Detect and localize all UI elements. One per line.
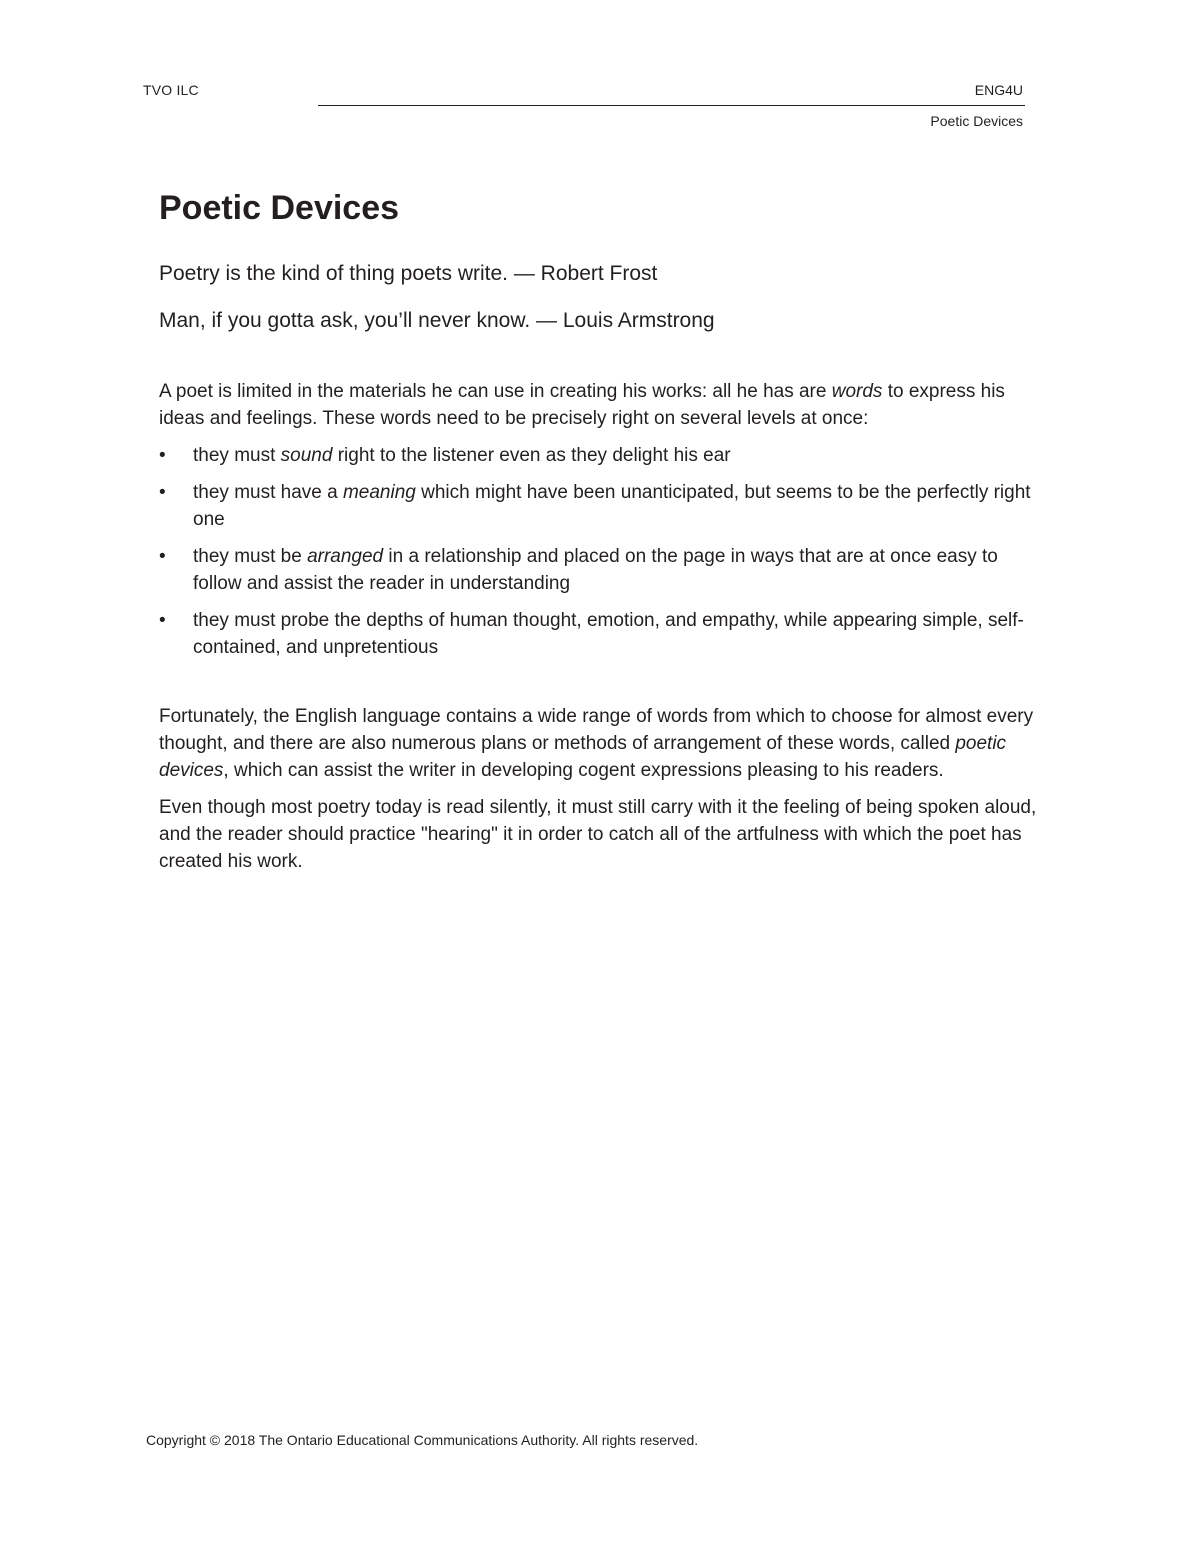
list-item bbox=[159, 442, 1039, 469]
quote-frost: Poetry is the kind of thing poets write. — Robert Frost bbox=[159, 262, 658, 285]
bullet-icon: • bbox=[159, 610, 166, 631]
intro-text-after: to express his ideas and feelings. These words need to be precisely right on several levels at once: bbox=[159, 381, 1005, 429]
header-organization: TVO ILC bbox=[143, 82, 199, 98]
devices-emphasis: poetic devices bbox=[159, 733, 1007, 781]
list-item-emphasis: meaning bbox=[342, 482, 416, 503]
intro-emphasis: words bbox=[831, 381, 883, 402]
list-item-text: they must probe the depths of human thought, emotion, and empathy, while appearing simple, self-contained, and unpretentious bbox=[193, 610, 1024, 658]
list-item bbox=[159, 543, 1039, 597]
devices-paragraph bbox=[159, 703, 1039, 784]
header-course-code: ENG4U bbox=[974, 82, 1023, 98]
list-item-text: they must have a bbox=[193, 482, 343, 503]
document-body bbox=[159, 186, 1039, 885]
bullet-icon: • bbox=[159, 482, 166, 503]
bullet-icon: • bbox=[159, 546, 166, 567]
intro-text-before: A poet is limited in the materials he can use in creating his works: all he has are bbox=[159, 381, 832, 402]
intro-paragraph bbox=[159, 378, 1039, 432]
list-item-emphasis: sound bbox=[280, 445, 333, 466]
quote-armstrong: Man, if you gotta ask, you’ll never know. — Louis Armstrong bbox=[159, 309, 715, 332]
reading-aloud-paragraph: Even though most poetry today is read silently, it must still carry with it the feeling of being spoken aloud, and the reader should practice "hearing" it in order to catch all of the artfulness with which the poet has created his work. bbox=[159, 797, 1037, 872]
bullet-icon: • bbox=[159, 445, 166, 466]
devices-text-before: Fortunately, the English language contains a wide range of words from which to choose for almost every thought, and there are also numerous plans or methods of arrangement of these words, called bbox=[159, 706, 1034, 754]
page-title: Poetic Devices bbox=[159, 189, 400, 227]
list-item bbox=[159, 607, 1039, 661]
header-divider bbox=[318, 105, 1025, 106]
requirements-list bbox=[159, 442, 1039, 661]
list-item-text: right to the listener even as they delight his ear bbox=[332, 445, 731, 466]
copyright-footer: Copyright © 2018 The Ontario Educational Communications Authority. All rights reserved. bbox=[146, 1432, 699, 1448]
list-item-text: which might have been unanticipated, but seems to be the perfectly right one bbox=[193, 482, 1031, 530]
header-section-title: Poetic Devices bbox=[930, 113, 1023, 129]
list-item-text: in a relationship and placed on the page in ways that are at once easy to follow and assist the reader in understanding bbox=[193, 546, 998, 594]
list-item-text: they must bbox=[193, 445, 281, 466]
list-item bbox=[159, 479, 1039, 533]
devices-text-after: , which can assist the writer in developing cogent expressions pleasing to his readers. bbox=[223, 760, 944, 781]
list-item-emphasis: arranged bbox=[307, 546, 384, 567]
list-item-text: they must be bbox=[193, 546, 308, 567]
